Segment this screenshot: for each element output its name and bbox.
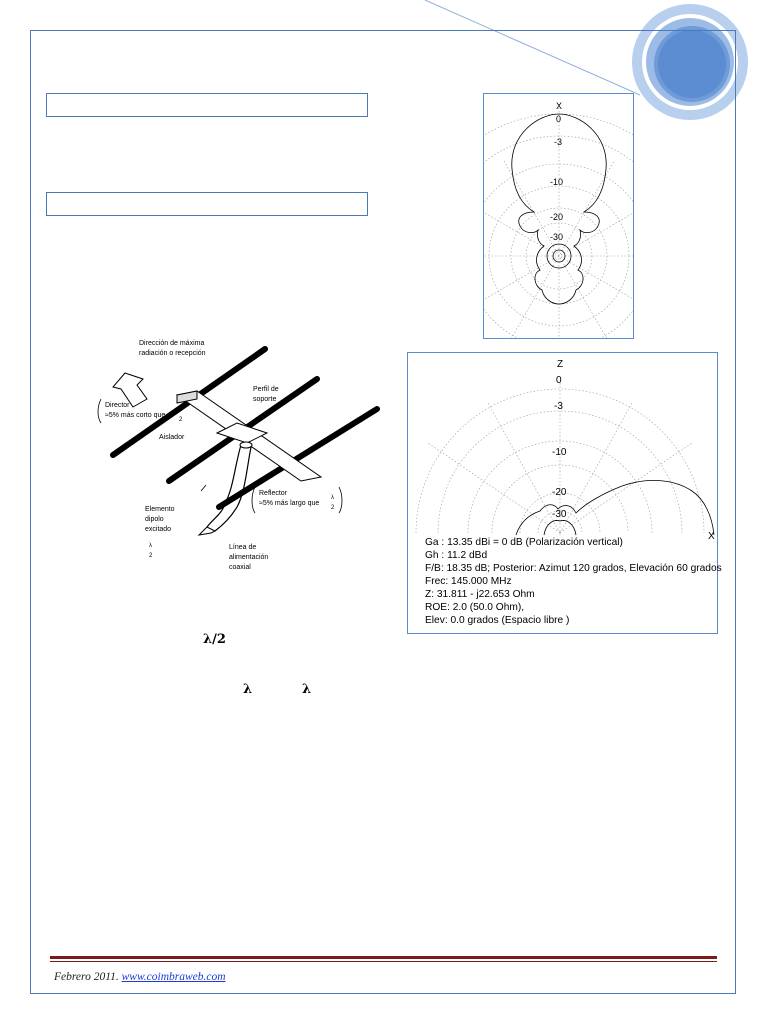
ring-label: -30 [552, 509, 567, 520]
half-wave-symbol: λ/2 [203, 632, 226, 647]
footer-rule-thick [50, 956, 717, 959]
azimuth-axis-label: X [556, 101, 563, 111]
label-support-2: soporte [253, 396, 277, 403]
info-gh-line: Gh : 11.2 dBd [425, 550, 488, 561]
label-director-2: ≈5% más corto que [105, 412, 166, 419]
label-direction-1: Dirección de máxima [139, 340, 205, 347]
label-director-1: Director [105, 402, 130, 409]
azimuth-pattern-figure [483, 93, 634, 339]
label-reflector-2: ≈5% más largo que [259, 500, 320, 507]
footer-link[interactable]: www.coimbraweb.com [121, 971, 226, 983]
ring-label: -10 [552, 447, 567, 458]
empty-heading-box-2 [46, 192, 368, 216]
footer [54, 971, 226, 983]
info-fb-line: F/B: 18.35 dB; Posterior: Azimut 120 grados, Elevación 60 grados [425, 563, 722, 574]
ring-label: 0 [556, 114, 562, 124]
label-reflector-1: Reflector [259, 490, 288, 497]
ring-label: -10 [550, 177, 564, 187]
elevation-x-axis-label: X [708, 531, 715, 542]
lambda-symbol: λ [302, 682, 312, 697]
yagi-antenna-diagram [95, 335, 380, 580]
info-swr-line: ROE: 2.0 (50.0 Ohm), [425, 602, 525, 613]
label-reflector-frac-den: 2 [331, 505, 335, 511]
ring-label: -20 [550, 212, 564, 222]
footer-rule-thin [50, 961, 717, 962]
ring-label: -20 [552, 487, 567, 498]
info-impedance-line: Z: 31.811 - j22.653 Ohm [425, 589, 535, 600]
elevation-info-block [425, 536, 722, 627]
ring-label: -30 [550, 232, 564, 242]
footer-date: Febrero 2011. [54, 971, 122, 983]
label-director-frac-den: 2 [179, 417, 183, 423]
label-feed-3: coaxial [229, 564, 251, 571]
label-feed-1: Línea de [229, 544, 257, 551]
label-element-3: excitado [145, 526, 172, 533]
label-element-2: dipolo [145, 516, 164, 523]
ring-label: -3 [554, 137, 563, 147]
ring-label: 0 [556, 375, 562, 386]
ring-label: -3 [554, 401, 563, 412]
label-director-frac-num: λ [179, 407, 182, 413]
label-feed-2: alimentación [229, 554, 269, 561]
empty-heading-box-1 [46, 93, 368, 117]
label-element-1: Elemento [145, 506, 175, 513]
label-direction-2: radiación o recepción [139, 350, 206, 357]
info-elev-line: Elev: 0.0 grados (Espacio libre ) [425, 615, 570, 626]
info-freq-line: Frec: 145.000 MHz [425, 576, 512, 587]
elevation-z-axis-label: Z [557, 359, 564, 370]
label-reflector-frac-num: λ [331, 495, 334, 501]
label-support-1: Perfil de [253, 386, 279, 393]
azimuth-pattern-chart [484, 94, 634, 339]
label-insulator: Aislador [159, 434, 185, 441]
lambda-symbol: λ [243, 682, 253, 697]
info-gain-line: Ga : 13.35 dBi = 0 dB (Polarización vertical) [425, 537, 623, 548]
label-element-frac-den: 2 [149, 553, 153, 559]
label-element-frac-num: λ [149, 543, 152, 549]
